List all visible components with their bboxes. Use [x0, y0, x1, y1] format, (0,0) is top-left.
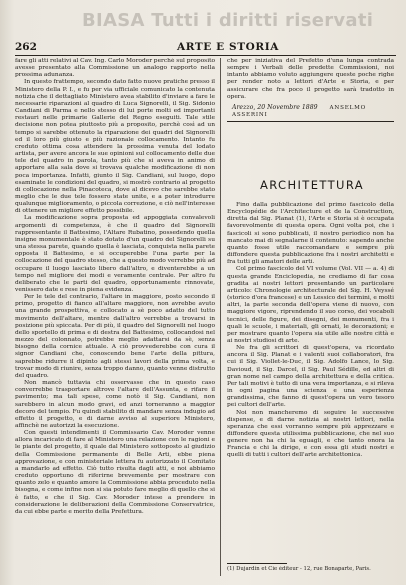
- author-name: ANSELMO ASSERINI: [232, 105, 367, 118]
- article-separator: [227, 121, 394, 122]
- paragraph: Ne fra gli scrittori di quest'opera, va ricordato ancora il Sig. Planat e i valenti suoi collaboratori, fra cui il Sig. Viollet-le-Duc, il Sig. Adolfo Lance, lo Sig. Davioud, il Sig. Darcel, il Sig. Paul Sédille, ed altri di gran nome nel campo della architettura e della critica. Per tali motivi è tutto di una vera importanza, e si rileva in ogni pagina una scienza e una esperienza grandissima, che fanno di quest'opera un vero tesoro pei cultori dell'arte.: [227, 345, 394, 409]
- running-head: [15, 41, 395, 55]
- paragraph: che per iniziativa del Prefetto d'una lunga contrada sempre i Verbali delle predette Commissioni, noi intanto abbiamo voluto aggiungere queste poche righe per render noto a lettori d'Arte e Storia, e per assicurare che fra poco il progetto sarà tradotto in opera.: [227, 58, 394, 100]
- paragraph: Fino dalla pubblicazione del primo fascicolo della Encyclopédie de l'Architecture et de la Construction, diretta dal Sig. Planat (1), l'Arte e Storia si è occupata favorevolmente di questa opera. Ogni volta poi, che i fascicoli si sono pubblicati, il nostro periodico non ha mancato mai di segnalarne il contenuto: sapendo anche quanto fosse utile raccomandare e sempre più diffondere questa pubblicazione fra i nostri architetti e fra tutti gli amatori delle arti.: [227, 202, 394, 266]
- page-number: 262: [15, 41, 37, 53]
- paragraph: Per le tele del contrario, l'altare in maggiore, posto secondo il primo, progetto di fianco all'altare maggiore, non avrebbe avuto una grande prospettiva, e collocato a sè poco adatto del tutto movimento dell'altare, mentre dall'altro verrebbe a trovarsi in posizione più spiccata. Per di più, il quadro del Signorelli nel luogo dello sportello di prima e di destra del Battesimo, collocandosi nel mezzo del colonnato, potrebbe meglio adattarsi da sè, senza bisogno della cornice attuale. A ciò provvederebbe con cura il signor Candiani che, conoscendo bene l'arte della pittura, saprebbe ridurre il dipinto agli stessi lavori della prima volta, e trovar modo di riunire, senza troppo danno, quanto venne distrutto del quadro.: [15, 294, 215, 379]
- paragraph: Noi non mancheremo di seguire le successive dispense, e di darne notizia ai nostri lettori, nella speranza che essi vorranno sempre più apprezzare e diffondere questa utilissima pubblicazione, che nel suo genere non ha chi la eguagli, e che tanto onora la Francia e chi la dirige, e con essa gli studi nostri e quelli di tutti i cultori dell'arte architettonica.: [227, 409, 394, 459]
- watermark: BIASA Tutti i diritti riservati: [82, 10, 374, 31]
- journal-title: ARTE E STORIA: [177, 41, 279, 53]
- left-column: [15, 58, 215, 576]
- paragraph: Con questi intendimenti il Commissario Cav. Moroder venne allora incaricato di fare al Ministero una relazione con le ragioni e le piante del progetto, il quale dal Ministero sottoposto al giudizio della Commissione permanente di Belle Arti, ebbe piena approvazione, e con ministeriale lettera fu autorizzato il Comitato a mandarlo ad effetto. Ciò tutto risulta dagli atti, e noi abbiamo creduto opportuno di riferirne brevemente per mostrare con quanto zelo e quanto amore la Commissione abbia proceduto nella bisogna, e come infine non si sia potuto fare meglio di quello che si è fatto, e che il Sig. Cav. Moroder intese a prendere in considerazione le deliberazioni della Commissione Conservatrice, da cui ebbe parte e merito della Prefettura.: [15, 430, 215, 515]
- dateline: Arezzo, 20 Novembre 1889: [232, 104, 318, 111]
- architettura-article: [227, 202, 394, 562]
- footnote: (1) Dujardin et Cie éditeur - 12, rue Bonaparte, Paris.: [227, 566, 371, 572]
- header-rule: [15, 55, 396, 56]
- paragraph: In questo frattempo, secondo dato fatto nuove pratiche presso il Ministero della P. I., e fu per via ufficiale comunicato la contenuta notizia che il dettagliato Ministero avea stabilito d'inviare a fare le necessarie riparazioni al quadro di Luca Signorelli, il Sig. Sidonio Candiani di Parma e nello stesso di lui porte molti ed importanti restauri nelle primarie Gallerie del Regno eseguiti. Tale stile decisione non potea piuttosto più a proposito, perchè così ad un tempo si sarebbe ottenuto la riparazione dei quadri del Signorelli ed il loro più giusto e più razionale collocamento. Intanto fu creduto ottima cosa attendere la prossima venuta del lodato artista, per avere ancora le sue opinioni sul collocamento delle due tele del quadro in parola, tanto più che si aveva in animo di apportare alla sala dove si trovava qualche modificazione di non poca importanza. Infatti, giunto il Sig. Candiani, sul luogo, dopo esaminate le condizioni del quadro, si mostrò contrario al progetto di collocazione nella Pinacoteca, dove al dicevo che sarebbe stato meglio che le due tele fossero state unite, e a poter introdurre qualunque miglioramento, o piccola correzione, e ciò nell'interesse di ottenere un migliore effetto possibile.: [15, 79, 215, 215]
- column-divider: [220, 58, 221, 576]
- paragraph: Non mancò tuttavia chi osservasse che in questo caso converrebbe trasportare altrove l'altare dell'Assunta, e rifare il pavimento; ma tali spese, come notò il Sig. Candiani, non sarebbero in alcun modo gravi, ed anzi torneranno a maggior decoro del tempio. Fu quindi stabilito di mandare senza indugio ad effetto il progetto, e di darne avviso al superiore Ministero, affinchè ne autorizzi la esecuzione.: [15, 380, 215, 429]
- section-title: ARCHITETTURA: [259, 178, 365, 192]
- paragraph: Col primo fascicolo del VI volume (Vol. VII — a. 4) di questa grande Enciclopedia, ne crediamo di far cosa gradita ai nostri lettori presentando un particolare articolo: Chronologie architecturale del Sig. H. Veyssé (storico d'ora francese) e un Lessico dei termini, e molti altri, la parte seconda dell'opera viene di nuovo, con maggiore vigore, riprendendo il suo corso, dei vocaboli tecnici, delle figure, dei disegni, dei monumenti, fra i quali le scuole, i materiali, gli ornati, le decorazioni; e per mostrare quanto l'opera sia utile alle nostre città e ai nostri studiosi di arte.: [227, 266, 394, 344]
- article-signature: [232, 104, 392, 118]
- right-column-continuation: [227, 58, 394, 102]
- footnote-rule: [227, 563, 287, 564]
- paragraph: fare gli atti relativi al Cav. Ing. Carlo Moroder perchè sul proposito avesse presentato alla Commissione un analogo rapporto nella prossima adunanza.: [15, 58, 215, 79]
- paragraph: La modificazione sopra proposta ed appoggiata convalevoli argomenti di competenza, è che il quadro del Signorelli rappresentante il Battesimo, l'Altare Rubatino, possedendo quella insigne monumentale è stato dotato d'un quadro del Signorelli su una stessa parete, quando quella è lasciata, conquista nella parete opposta il Battesimo, e si occuperebbe l'una parte per la collocazione del quadro stesso, che a questo modo verrebbe più ad occupare il luogo lasciato libero dall'altro, e diventerebbe a un tempo nel migliore dei modi e veramente centrale. Per altro fu deliberato che le parti del quadro, opportunamente rinnovate, venissero date e rese in piena evidenza.: [15, 215, 215, 293]
